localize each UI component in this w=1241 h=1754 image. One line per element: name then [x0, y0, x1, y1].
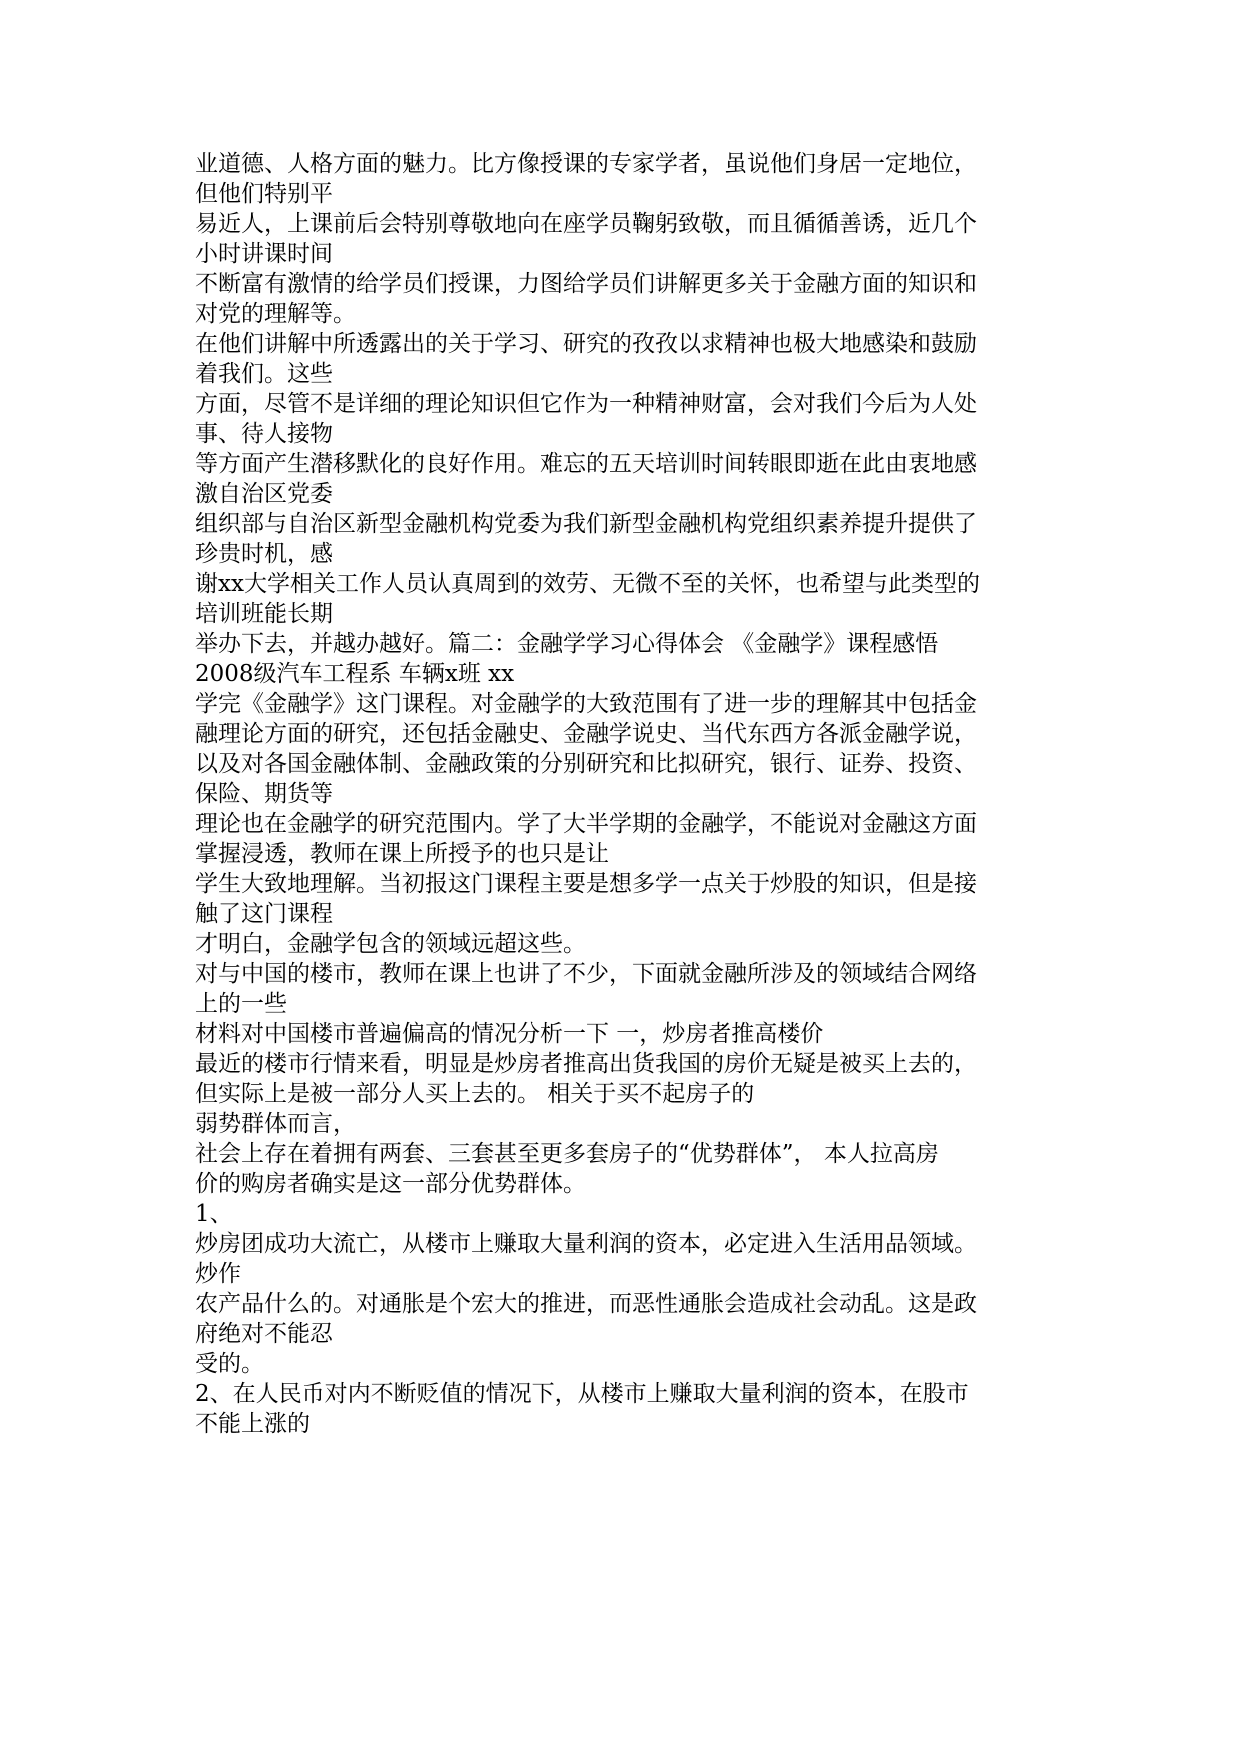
text-line: 培训班能长期	[195, 601, 333, 627]
text-line: 不能上涨的	[195, 1411, 310, 1437]
text-line: 2、在人民币对内不断贬值的情况下，从楼市上赚取大量利润的资本，在股市	[195, 1381, 969, 1407]
text-line: 弱势群体而言，	[195, 1111, 356, 1137]
text-line: 社会上存在着拥有两套、三套甚至更多套房子的“优势群体”， 本人拉高房	[195, 1141, 939, 1167]
text-line: 等方面产生潜移默化的良好作用。难忘的五天培训时间转眼即逝在此由衷地感	[195, 451, 977, 477]
text-line: 最近的楼市行情来看，明显是炒房者推高出货我国的房价无疑是被买上去的，	[195, 1051, 977, 1077]
text-line: 掌握浸透，教师在课上所授予的也只是让	[195, 841, 609, 867]
text-line: 融理论方面的研究，还包括金融史、金融学说史、当代东西方各派金融学说，	[195, 721, 977, 747]
text-line: 事、待人接物	[195, 421, 333, 447]
text-line: 业道德、人格方面的魅力。比方像授课的专家学者，虽说他们身居一定地位，	[195, 151, 977, 177]
text-line: 但实际上是被一部分人买上去的。 相关于买不起房子的	[195, 1081, 755, 1107]
text-line: 小时讲课时间	[195, 241, 333, 267]
text-line: 以及对各国金融体制、金融政策的分别研究和比拟研究，银行、证券、投资、	[195, 751, 977, 777]
text-line: 才明白，金融学包含的领域远超这些。	[195, 931, 586, 957]
text-line: 理论也在金融学的研究范围内。学了大半学期的金融学，不能说对金融这方面	[195, 811, 977, 837]
text-line: 举办下去，并越办越好。篇二：金融学学习心得体会 《金融学》课程感悟	[195, 631, 939, 657]
text-line: 炒房团成功大流亡，从楼市上赚取大量利润的资本，必定进入生活用品领域。	[195, 1231, 977, 1257]
text-line: 学完《金融学》这门课程。对金融学的大致范围有了进一步的理解其中包括金	[195, 691, 977, 717]
text-line: 2008级汽车工程系 车辆x班 xx	[195, 661, 515, 687]
text-line: 着我们。这些	[195, 361, 333, 387]
text-line: 上的一些	[195, 991, 287, 1017]
text-line: 方面，尽管不是详细的理论知识但它作为一种精神财富，会对我们今后为人处	[195, 391, 977, 417]
text-line: 激自治区党委	[195, 481, 333, 507]
text-line: 学生大致地理解。当初报这门课程主要是想多学一点关于炒股的知识，但是接	[195, 871, 977, 897]
text-line: 对党的理解等。	[195, 301, 356, 327]
text-line: 但他们特别平	[195, 181, 333, 207]
text-line: 炒作	[195, 1261, 241, 1287]
text-line: 农产品什么的。对通胀是个宏大的推进，而恶性通胀会造成社会动乱。这是政	[195, 1291, 977, 1317]
text-line: 府绝对不能忍	[195, 1321, 333, 1347]
text-line: 价的购房者确实是这一部分优势群体。	[195, 1171, 586, 1197]
text-line: 保险、期货等	[195, 781, 333, 807]
text-line: 受的。	[195, 1351, 264, 1377]
text-line: 对与中国的楼市，教师在课上也讲了不少，下面就金融所涉及的领域结合网络	[195, 961, 977, 987]
text-line: 1、	[195, 1201, 233, 1227]
text-line: 易近人，上课前后会特别尊敬地向在座学员鞠躬致敬，而且循循善诱，近几个	[195, 211, 977, 237]
text-line: 组织部与自治区新型金融机构党委为我们新型金融机构党组织素养提升提供了	[195, 511, 977, 537]
text-line: 触了这门课程	[195, 901, 333, 927]
text-line: 谢xx大学相关工作人员认真周到的效劳、无微不至的关怀，也希望与此类型的	[195, 571, 980, 597]
text-line: 不断富有激情的给学员们授课，力图给学员们讲解更多关于金融方面的知识和	[195, 271, 977, 297]
document-body	[195, 149, 1055, 1439]
text-line: 珍贵时机，感	[195, 541, 333, 567]
text-line: 材料对中国楼市普遍偏高的情况分析一下 一，炒房者推高楼价	[195, 1021, 824, 1047]
text-line: 在他们讲解中所透露出的关于学习、研究的孜孜以求精神也极大地感染和鼓励	[195, 331, 977, 357]
